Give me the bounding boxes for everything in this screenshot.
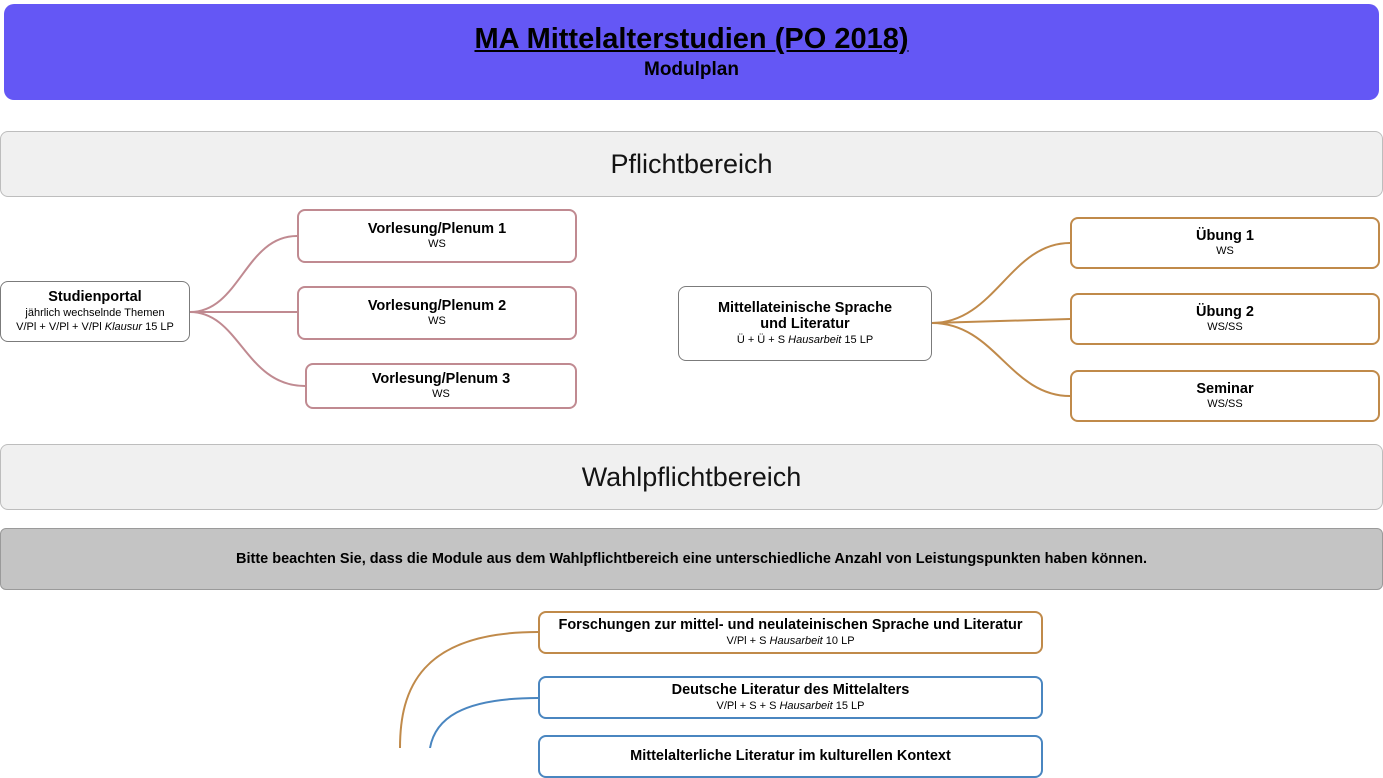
module-seminar-term: WS/SS xyxy=(1207,398,1243,411)
module-seminar[interactable] xyxy=(1070,370,1380,422)
module-mittellatein-title-line1: Mittellateinische Sprache xyxy=(717,299,893,316)
module-mittellatein-title-line2: und Literatur xyxy=(760,316,850,333)
module-vorlesung-plenum-3-term: WS xyxy=(432,388,450,401)
module-uebung-2-title: Übung 2 xyxy=(1196,303,1254,320)
module-vorlesung-plenum-3[interactable] xyxy=(305,363,577,409)
module-studienportal[interactable] xyxy=(0,281,190,342)
module-vorlesung-plenum-2-term: WS xyxy=(428,315,446,328)
section-header-pflichtbereich xyxy=(0,131,1383,197)
module-studienportal-credits: V/Pl + V/Pl + V/Pl Klausur 15 LP xyxy=(16,320,174,333)
module-deutsche-literatur-credits: V/Pl + S + S Hausarbeit 15 LP xyxy=(716,699,865,712)
page-title: MA Mittelalterstudien (PO 2018) xyxy=(474,23,909,56)
wahlpflicht-notice xyxy=(0,528,1383,590)
module-deutsche-literatur-des-mittelalters[interactable] xyxy=(538,676,1043,719)
module-forschungen-title: Forschungen zur mittel- und neulateinischen Sprache und Literatur xyxy=(558,617,1023,634)
page-title-banner xyxy=(4,4,1379,100)
module-uebung-2[interactable] xyxy=(1070,293,1380,345)
module-uebung-2-term: WS/SS xyxy=(1207,321,1243,334)
module-studienportal-title: Studienportal xyxy=(48,288,142,305)
module-vorlesung-plenum-3-title: Vorlesung/Plenum 3 xyxy=(371,370,511,387)
module-uebung-1[interactable] xyxy=(1070,217,1380,269)
module-deutsche-literatur-title: Deutsche Literatur des Mittelalters xyxy=(671,682,910,699)
module-kultureller-kontext-title: Mittelalterliche Literatur im kulturellen Kontext xyxy=(630,748,951,765)
module-forschungen-credits: V/Pl + S Hausarbeit 10 LP xyxy=(726,634,855,647)
module-vorlesung-plenum-2-title: Vorlesung/Plenum 2 xyxy=(367,297,507,314)
module-mittelalterliche-literatur-kultureller-kontext[interactable] xyxy=(538,735,1043,778)
module-uebung-1-title: Übung 1 xyxy=(1196,227,1254,244)
module-seminar-title: Seminar xyxy=(1196,380,1254,397)
module-vorlesung-plenum-1[interactable] xyxy=(297,209,577,263)
module-vorlesung-plenum-1-term: WS xyxy=(428,238,446,251)
module-vorlesung-plenum-1-title: Vorlesung/Plenum 1 xyxy=(367,220,507,237)
wahlpflicht-notice-text: Bitte beachten Sie, dass die Module aus dem Wahlpflichtbereich eine unterschiedliche Anzahl von Leistungspunkten haben können. xyxy=(236,551,1147,567)
section-header-wahlpflichtbereich xyxy=(0,444,1383,510)
module-forschungen-mittel-neulateinisch[interactable] xyxy=(538,611,1043,654)
page-subtitle: Modulplan xyxy=(644,58,739,80)
module-vorlesung-plenum-2[interactable] xyxy=(297,286,577,340)
module-mittellatein-credits: Ü + Ü + S Hausarbeit 15 LP xyxy=(736,334,874,347)
module-mittellateinische-sprache-und-literatur[interactable] xyxy=(678,286,932,361)
module-studienportal-theme: jährlich wechselnde Themen xyxy=(25,306,165,319)
module-uebung-1-term: WS xyxy=(1216,245,1234,258)
section-label-pflichtbereich: Pflichtbereich xyxy=(610,148,773,179)
section-label-wahlpflichtbereich: Wahlpflichtbereich xyxy=(581,461,802,492)
